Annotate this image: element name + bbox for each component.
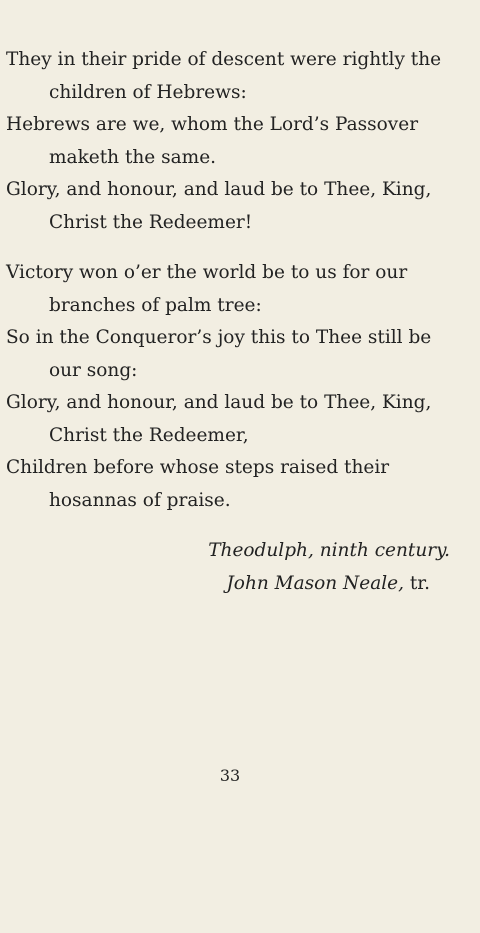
attribution	[6, 534, 450, 600]
translator-suffix: tr.	[409, 573, 430, 594]
verse-line: So in the Conqueror’s joy this to Thee still be	[6, 327, 432, 348]
verse-line: They in their pride of descent were rightly the	[6, 49, 442, 70]
verse-line: Christ the Redeemer!	[49, 211, 253, 233]
verse-line: hosannas of praise.	[49, 489, 231, 511]
verse-line: maketh the same.	[49, 146, 217, 168]
stanza-1	[6, 44, 450, 239]
verse-line: children of Hebrews:	[49, 81, 247, 103]
verse-line: Christ the Redeemer,	[49, 424, 249, 446]
translator-name: John Mason Neale,	[226, 573, 404, 594]
author-credit: Theodulph, ninth century.	[208, 540, 450, 561]
verse-line: Victory won o’er the world be to us for our	[6, 262, 408, 283]
stanza-2	[6, 257, 450, 517]
verse-line: branches of palm tree:	[49, 294, 262, 316]
translator-credit	[6, 567, 450, 600]
page-number: 33	[219, 766, 241, 785]
verse-line: our song:	[49, 359, 138, 381]
verse-line: Glory, and honour, and laud be to Thee, King,	[6, 179, 432, 200]
verse-line: Hebrews are we, whom the Lord’s Passover	[6, 114, 419, 135]
verse-line: Children before whose steps raised their	[6, 457, 390, 478]
verse-line: Glory, and honour, and laud be to Thee, King,	[6, 392, 432, 413]
